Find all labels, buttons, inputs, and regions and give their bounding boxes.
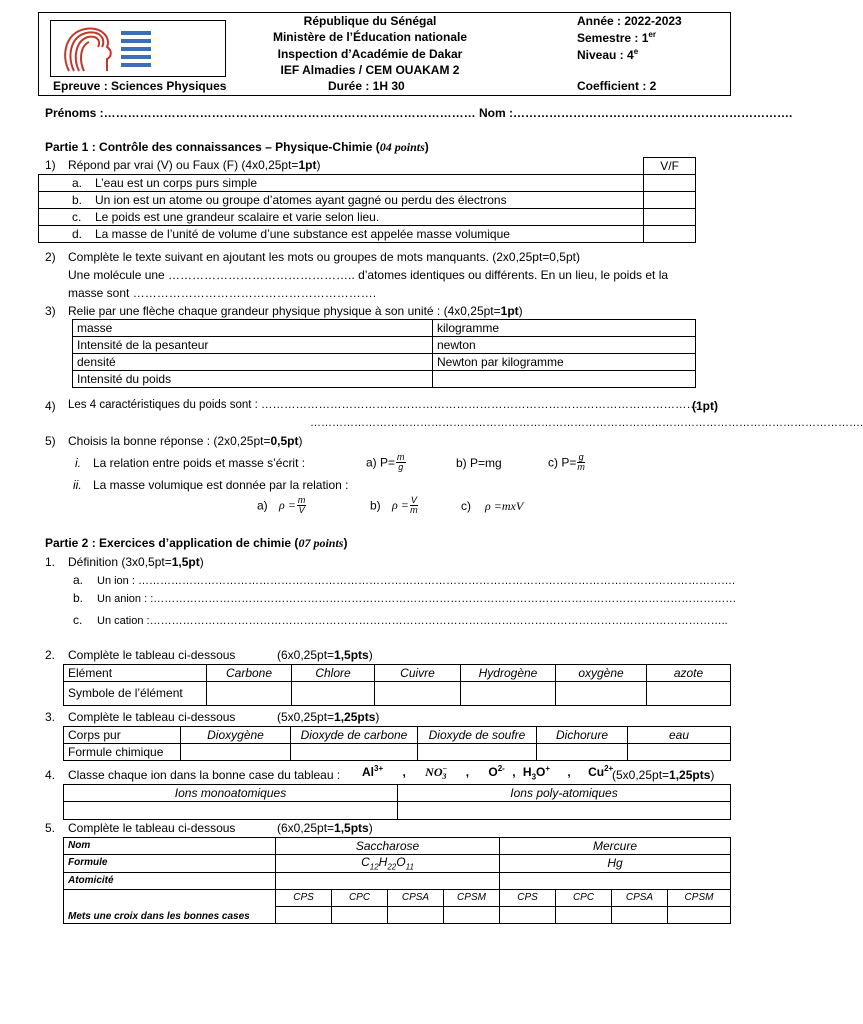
checkbox-cell[interactable] [444,906,500,923]
checkbox-cell[interactable] [500,906,556,923]
body-name: Dioxyde de soufre [418,727,537,744]
checkbox-cell[interactable] [388,906,444,923]
ief-title: IEF Almadies / CEM OUAKAM 2 [280,63,460,77]
choice-b-formula[interactable]: b) P=mg [456,456,502,470]
formula-cell[interactable] [628,744,731,761]
unit-cell [433,371,696,388]
formula-cell[interactable] [291,744,418,761]
element-name: oxygène [556,665,647,682]
ministry-title: Ministère de l’Éducation nationale [272,30,468,44]
q2-question: Complète le texte suivant en ajoutant les mots ou groupes de mots manquants. (2x0,25pt=0,5pt) [68,250,580,264]
p2-q4-points: (5x0,25pt=1,25pts) [612,768,715,782]
substances-table [63,837,731,924]
q3-number: 3) [45,304,56,318]
school-year: Année : 2022-2023 [577,14,682,28]
tf-row: a. L’eau est un corps purs simple [39,175,696,192]
body-name: Dioxygène [181,727,291,744]
tf-answer-cell[interactable] [644,192,696,209]
p2-q5-question: Complète le tableau ci-dessous [68,821,236,835]
choice-a-density[interactable]: a) ρ = $\frac{m}{V}$ [257,495,306,515]
checkbox-cell[interactable] [556,906,612,923]
category-header: CPSA [612,889,668,906]
row-label: Corps pur [64,727,181,744]
elements-table [63,664,731,706]
quantity-cell: densité [73,354,433,371]
definition-line: a. Un ion : ………………………………………………………………………………………………………………………………………………. [73,573,736,587]
element-name: Cuivre [375,665,461,682]
vf-header: V/F [644,158,696,175]
p2-q3-number: 3. [45,710,56,724]
ministry-logo [50,20,226,77]
element-name: Hydrogène [461,665,556,682]
formula-cell[interactable] [537,744,628,761]
true-false-table [38,157,696,243]
row-label: Formule chimique [64,744,181,761]
checkbox-cell[interactable] [668,906,731,923]
q2-text-line: masse sont ……………………………………………………. [68,286,377,300]
row-label: Symbole de l’élément [64,682,207,706]
choice-a-formula[interactable]: a) P= $\frac{m}{g}$ [366,452,405,472]
quantity-cell: Intensité du poids [73,371,433,388]
atomicity-cell[interactable] [500,872,731,889]
q4-points: (1pt) [692,399,718,413]
p2-q2-number: 2. [45,648,56,662]
category-header: CPC [556,889,612,906]
q4-number: 4) [45,399,56,413]
choice-b-density[interactable]: b) ρ = $\frac{V}{m}$ [370,495,418,515]
substance-formula: Hg [500,855,731,873]
p2-q2-question: Complète le tableau ci-dessous [68,648,236,662]
semester: Semestre : 1er [577,30,656,45]
category-header: CPS [276,889,332,906]
ions-mono-cell[interactable] [64,802,398,820]
substance-name: Saccharose [276,838,500,855]
names-line: Prénoms :………………………………………………………………………………… Nom :……………………………………………………………. [45,106,793,120]
q4-answer-line: ……………………………………………………………………………………………………………………………………. [310,417,863,429]
ions-mono-header: Ions monoatomiques [64,785,398,802]
body-name: Dichorure [537,727,628,744]
q5-number: 5) [45,434,56,448]
q2-number: 2) [45,250,56,264]
choice-c-density[interactable]: c) ρ =mxV [461,499,524,513]
tf-row: b. Un ion est un atome ou groupe d’atomes ayant gagné ou perdu des électrons [39,192,696,209]
category-header: CPS [500,889,556,906]
body-name: eau [628,727,731,744]
category-header: CPC [332,889,388,906]
unit-cell: kilogramme [433,320,696,337]
ions-poly-cell[interactable] [398,802,731,820]
checkbox-cell[interactable] [612,906,668,923]
q5-ii-number: ii. [73,478,82,492]
p2-q4-question: Classe chaque ion dans la bonne case du tableau : [68,768,341,782]
p2-q4-number: 4. [45,768,56,782]
atomicity-cell[interactable] [276,872,500,889]
tf-row: d. La masse de l’unité de volume d’une substance est appelée masse volumique [39,226,696,243]
part1-title: Partie 1 : Contrôle des connaissances – Physique-Chimie (04 points) [45,140,429,154]
formula-cell[interactable] [418,744,537,761]
level: Niveau : 4e [577,47,639,62]
symbol-cell[interactable] [461,682,556,706]
substance-formula: $C_{12}H_{22}O_{11}$ [276,855,500,873]
definition-line: b. Un anion : :…………………………………………………………………………………………………………………………………………… [73,591,737,605]
choice-c-formula[interactable]: c) P= $\frac{g}{m}$ [548,452,585,472]
coefficient: Coefficient : 2 [577,79,657,93]
quantity-cell: masse [73,320,433,337]
tf-answer-cell[interactable] [644,209,696,226]
checkbox-cell[interactable] [332,906,388,923]
tf-answer-cell[interactable] [644,175,696,192]
tf-row: c. Le poids est une grandeur scalaire et varie selon lieu. [39,209,696,226]
substance-name: Mercure [500,838,731,855]
p2-q5-number: 5. [45,821,56,835]
unit-cell: Newton par kilogramme [433,354,696,371]
q1-question: Répond par vrai (V) ou Faux (F) (4x0,25pt=1pt) [68,158,321,172]
p2-q1-question: Définition (3x0,5pt=1,5pt) [68,555,204,569]
q5-i-number: i. [75,456,81,470]
formula-cell[interactable] [181,744,291,761]
formulas-table [63,726,731,761]
p2-q1-number: 1. [45,555,56,569]
q5-i-text: La relation entre poids et masse s’écrit : [93,456,306,470]
p2-q5-points: (6x0,25pt=1,5pts) [277,821,373,835]
tf-answer-cell[interactable] [644,226,696,243]
body-name: Dioxyde de carbone [291,727,418,744]
row-label: Atomicité [64,872,276,889]
p2-q2-points: (6x0,25pt=1,5pts) [277,648,373,662]
symbol-cell[interactable] [375,682,461,706]
symbol-cell[interactable] [556,682,647,706]
unit-cell: newton [433,337,696,354]
ions-table [63,784,731,820]
row-label: Nom [64,838,276,855]
definition-line: c. Un cation :………………………………………………………………………………………………………………………………………….. [73,613,728,627]
checkbox-cell[interactable] [276,906,332,923]
element-name: azote [647,665,731,682]
element-name: Carbone [207,665,292,682]
category-header: CPSA [388,889,444,906]
q3-question: Relie par une flèche chaque grandeur physique physique à son unité : (4x0,25pt=1pt) [68,304,523,318]
subject: Epreuve : Sciences Physiques [53,79,227,93]
units-table [72,319,696,388]
category-header: CPSM [444,889,500,906]
ions-poly-header: Ions poly-atomiques [398,785,731,802]
q2-text-line: Une molécule une ……………………………………….. d’atomes identiques ou différents. En un lieu, le poids et la [68,268,669,282]
q1-number: 1) [45,158,56,172]
row-label: Elément [64,665,207,682]
part2-title: Partie 2 : Exercices d’application de chimie (07 points) [45,536,348,550]
row-label: Mets une croix dans les bonnes cases [64,889,276,923]
quantity-cell: Intensité de la pesanteur [73,337,433,354]
inspection-title: Inspection d’Académie de Dakar [277,47,463,61]
symbol-cell[interactable] [647,682,731,706]
q5-ii-text: La masse volumique est donnée par la relation : [93,478,349,492]
q4-question: Les 4 caractéristiques du poids sont : …………………………………………………………………………………………………… [68,399,699,411]
duration: Durée : 1H 30 [328,79,405,93]
element-name: Chlore [292,665,375,682]
category-header: CPSM [668,889,731,906]
q5-question: Choisis la bonne réponse : (2x0,25pt=0,5pt) [68,434,303,448]
republic-title: République du Sénégal [303,14,437,28]
symbol-cell[interactable] [207,682,292,706]
p2-q3-points: (5x0,25pt=1,25pts) [277,710,380,724]
ion-list: $Al^{3+}$ , $NO^-_3$ , $O^{2-}$ , $H_3O^+$ , $Cu^{2+}$ [362,764,614,782]
p2-q3-question: Complète le tableau ci-dessous [68,710,236,724]
logo-graphic [51,21,227,78]
symbol-cell[interactable] [292,682,375,706]
row-label: Formule [64,855,276,873]
